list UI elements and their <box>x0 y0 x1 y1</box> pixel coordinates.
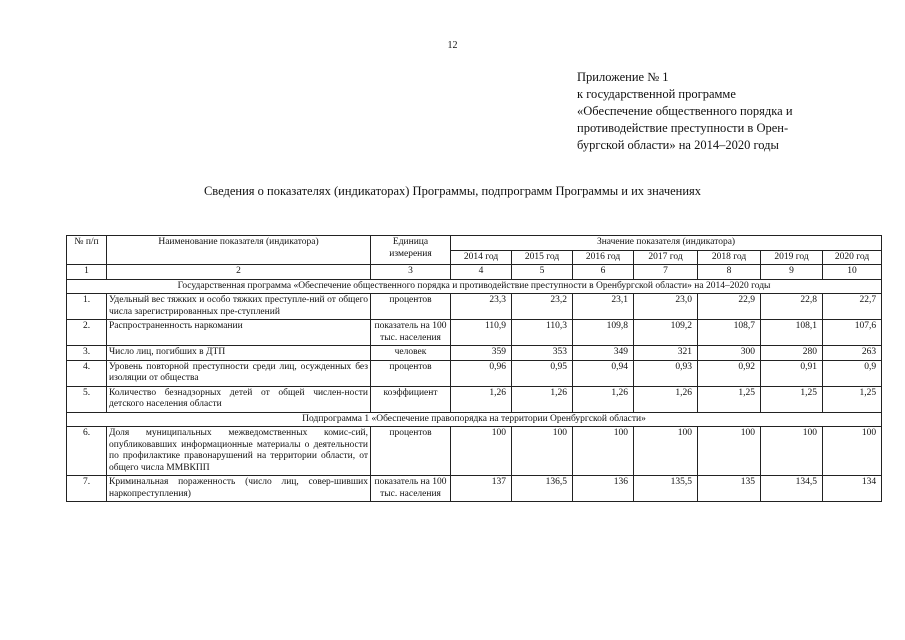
indicator-value: 100 <box>761 427 823 476</box>
indicator-value: 108,1 <box>761 320 823 346</box>
column-number: 5 <box>512 265 573 280</box>
indicator-value: 1,26 <box>451 386 512 412</box>
header-year: 2018 год <box>698 250 761 265</box>
indicator-value: 321 <box>634 346 698 361</box>
indicator-unit: коэффициент <box>371 386 451 412</box>
table-row <box>67 346 882 361</box>
header-year: 2016 год <box>573 250 634 265</box>
header-year: 2017 год <box>634 250 698 265</box>
appendix-note <box>577 69 887 154</box>
row-num: 2. <box>67 320 107 346</box>
table-row <box>67 360 882 386</box>
header-year: 2015 год <box>512 250 573 265</box>
table-row <box>67 427 882 476</box>
indicator-value: 0,96 <box>451 360 512 386</box>
appendix-line: Приложение № 1 <box>577 70 669 84</box>
section-row <box>67 412 882 427</box>
indicator-value: 349 <box>573 346 634 361</box>
indicator-unit: показатель на 100 тыс. населения <box>371 320 451 346</box>
indicator-value: 0,92 <box>698 360 761 386</box>
row-num: 5. <box>67 386 107 412</box>
table-row <box>67 476 882 502</box>
indicator-value: 100 <box>634 427 698 476</box>
indicator-value: 23,1 <box>573 294 634 320</box>
row-num: 3. <box>67 346 107 361</box>
indicator-name: Криминальная пораженность (число лиц, совер-шивших наркопреступления) <box>107 476 371 502</box>
table-row <box>67 320 882 346</box>
section-title: Подпрограмма 1 «Обеспечение правопорядка на территории Оренбургской области» <box>67 412 882 427</box>
indicator-value: 108,7 <box>698 320 761 346</box>
indicator-value: 23,0 <box>634 294 698 320</box>
section-row <box>67 279 882 294</box>
indicator-value: 110,9 <box>451 320 512 346</box>
header-year: 2020 год <box>823 250 882 265</box>
indicator-value: 23,2 <box>512 294 573 320</box>
indicator-value: 0,94 <box>573 360 634 386</box>
header-year: 2014 год <box>451 250 512 265</box>
column-number: 9 <box>761 265 823 280</box>
column-number: 7 <box>634 265 698 280</box>
indicator-value: 135,5 <box>634 476 698 502</box>
appendix-line: «Обеспечение общественного порядка и <box>577 104 793 118</box>
indicator-name: Количество безнадзорных детей от общей числен-ности детского населения области <box>107 386 371 412</box>
indicators-table <box>66 235 882 502</box>
indicator-value: 0,93 <box>634 360 698 386</box>
column-number: 10 <box>823 265 882 280</box>
table-row <box>67 294 882 320</box>
indicator-unit: показатель на 100 тыс. населения <box>371 476 451 502</box>
indicator-unit: человек <box>371 346 451 361</box>
document-title: Сведения о показателях (индикаторах) Программы, подпрограмм Программы и их значениях <box>203 184 702 198</box>
appendix-line: бургской области» на 2014–2020 годы <box>577 138 779 152</box>
indicator-value: 107,6 <box>823 320 882 346</box>
indicator-value: 1,26 <box>573 386 634 412</box>
indicator-value: 136 <box>573 476 634 502</box>
indicator-value: 22,9 <box>698 294 761 320</box>
page-number: 12 <box>447 40 458 51</box>
indicator-value: 100 <box>823 427 882 476</box>
indicator-name: Доля муниципальных межведомственных комис-сий, опубликовавших информационные материалы о деятельности по профилактике правонарушений на территории области, от общего числа ММВКПП <box>107 427 371 476</box>
header-year: 2019 год <box>761 250 823 265</box>
indicator-value: 100 <box>573 427 634 476</box>
indicator-value: 100 <box>512 427 573 476</box>
indicator-unit: процентов <box>371 427 451 476</box>
appendix-line: противодействие преступности в Орен- <box>577 121 789 135</box>
indicator-value: 280 <box>761 346 823 361</box>
indicator-value: 1,26 <box>512 386 573 412</box>
indicator-unit: процентов <box>371 294 451 320</box>
table-row <box>67 386 882 412</box>
row-num: 1. <box>67 294 107 320</box>
indicator-value: 1,26 <box>634 386 698 412</box>
indicator-value: 22,8 <box>761 294 823 320</box>
indicator-value: 0,91 <box>761 360 823 386</box>
indicator-value: 359 <box>451 346 512 361</box>
row-num: 4. <box>67 360 107 386</box>
indicator-name: Распространенность наркомании <box>107 320 371 346</box>
indicator-unit: процентов <box>371 360 451 386</box>
indicator-value: 137 <box>451 476 512 502</box>
section-title: Государственная программа «Обеспечение общественного порядка и противодействие преступности в Оренбургской области» на 2014–2020 годы <box>67 279 882 294</box>
column-number: 8 <box>698 265 761 280</box>
indicator-value: 134 <box>823 476 882 502</box>
appendix-line: к государственной программе <box>577 87 736 101</box>
column-number: 4 <box>451 265 512 280</box>
indicator-value: 136,5 <box>512 476 573 502</box>
header-unit: Единица измерения <box>371 236 451 265</box>
header-name: Наименование показателя (индикатора) <box>107 236 371 265</box>
column-number: 2 <box>107 265 371 280</box>
indicator-value: 300 <box>698 346 761 361</box>
indicator-value: 109,8 <box>573 320 634 346</box>
column-number: 6 <box>573 265 634 280</box>
indicator-name: Число лиц, погибших в ДТП <box>107 346 371 361</box>
header-values: Значение показателя (индикатора) <box>451 236 882 251</box>
indicator-value: 22,7 <box>823 294 882 320</box>
indicator-value: 100 <box>698 427 761 476</box>
column-number: 1 <box>67 265 107 280</box>
indicator-name: Уровень повторной преступности среди лиц, осужденных без изоляции от общества <box>107 360 371 386</box>
indicator-value: 1,25 <box>698 386 761 412</box>
indicator-value: 134,5 <box>761 476 823 502</box>
indicator-value: 0,9 <box>823 360 882 386</box>
indicator-value: 0,95 <box>512 360 573 386</box>
row-num: 6. <box>67 427 107 476</box>
indicator-value: 135 <box>698 476 761 502</box>
indicator-value: 23,3 <box>451 294 512 320</box>
indicator-value: 1,25 <box>761 386 823 412</box>
indicator-value: 353 <box>512 346 573 361</box>
indicator-value: 110,3 <box>512 320 573 346</box>
indicator-name: Удельный вес тяжких и особо тяжких преступле-ний от общего числа зарегистрированных пре-ступлений <box>107 294 371 320</box>
row-num: 7. <box>67 476 107 502</box>
indicator-value: 100 <box>451 427 512 476</box>
indicator-value: 109,2 <box>634 320 698 346</box>
header-num: № п/п <box>67 236 107 265</box>
indicator-value: 263 <box>823 346 882 361</box>
indicator-value: 1,25 <box>823 386 882 412</box>
column-number: 3 <box>371 265 451 280</box>
